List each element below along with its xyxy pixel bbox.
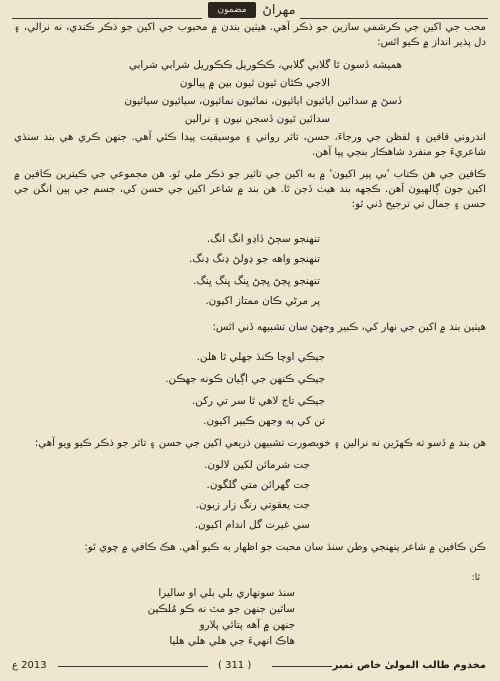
- page-footer: [0, 654, 500, 678]
- footer-rule-right: [272, 666, 332, 667]
- verse-line: جنهن ۾ آهه پتائي پلارو: [199, 619, 295, 631]
- verse-line: جت گهرائن متي گلگون.: [206, 479, 310, 491]
- magazine-logo: مهراڻ: [262, 3, 296, 18]
- verse-line: تنهنجو ڀڄڻ ڀڄڻ ڀنگ ڀنگ ڀنگ.: [193, 275, 320, 287]
- verse-line: جيڪي ڪنهن جي اڳيان ڪونه جهڪن.: [165, 373, 325, 385]
- verse-line: الاجي ڪٿان ٿيون ٿيون بين ۾ پيالون: [179, 77, 330, 89]
- verse-line: هاڪ انهيءَ جي هلي هلي هليا: [169, 635, 295, 647]
- page-number: ( 311 ): [218, 660, 252, 671]
- verse-line: ساٿين جنهن جو مٽ نه ڪو مُلڪين: [147, 603, 295, 615]
- footer-year: 2013 ع: [12, 660, 47, 671]
- verse-line: هميشه ڏسون ٿا گلابي گلابي، ڪڪوريل ڪڪوريل شرابي شرابي: [128, 59, 402, 71]
- paragraph: ڪافين جي هن ڪتاب 'بي پير اکيون' ۾ به اکين جي تاثير جو ذڪر ملي ٿو. هن مجموعي جي ڪيترين ڪافين ۾ اکين جون ڳالهيون آهن. ڪجهه بند هيٺ ڏجن ٿا. هن بند ۾ شاعر اکين جي حسن کي، جسم جي ٻين انگن جي حسن ۽ جمال تي ترجيح ڏني ٿو:: [14, 169, 486, 210]
- paragraph: هيٺين بند ۾ اکين جي نهار کي، ڪبير وجهڻ سان تشبيهه ڏني اٿس:: [212, 322, 486, 333]
- paragraph: محب جي اکين جي ڪرشمي سازين جو ذڪر آهي. هيٺين بندن ۾ محبوب جي اکين جو ذڪر ڪندي، نه نرالي، ۽ دل پذير انداز ۾ ڪيو اٿس:: [14, 22, 486, 48]
- verse-line: جت شرمائن لکين لالون.: [204, 459, 310, 471]
- verse-line: ڏسڻ ۾ سدائين ايائيون ايائيون، نمائيون نمائيون، سيائيون سيائيون: [124, 95, 402, 107]
- verse-line: پر مرڻي ڪان ممتاز اکيون.: [205, 295, 320, 307]
- footer-title: مخدوم طالب المولىٰ خاص نمبر: [332, 660, 486, 671]
- verse-line: تنهنجو سڄڻ ڏاڍو انگ انگ.: [206, 233, 320, 245]
- header-rule-right: [300, 18, 488, 19]
- note-label: ٿا:: [471, 573, 480, 583]
- paragraph: هن بند ۾ ڏسو ته ڪهڙين نه نرالين ۽ خوبصورت تشبيهن ذريعي اکين جي حسن ۽ تاثر جو ذڪر ڪيو ويو آهي:: [34, 438, 486, 449]
- verse-line: سنڌ سونهاري بلي بلي او ساليرا: [158, 587, 295, 599]
- paragraph: اندروني قافين ۽ لفظن جي ورجاءَ، حسن، تاثر رواني ۽ موسيقيت پيدا ڪئي آهي. جنهن ڪري هي بند سنڌي شاعريءَ جو منفرد شاهڪار بنجي پيا آهن.: [14, 132, 486, 158]
- footer-rule-left: [58, 666, 208, 667]
- verse-line: سدائين ٿيون ڏسجن نيون ۽ نرالين: [184, 113, 330, 125]
- section-label: مضمون: [208, 2, 256, 18]
- paragraph: ڪن ڪافين ۾ شاعر پنهنجي وطن سنڌ سان محبت جو اظهار به ڪيو آهي. هڪ ڪافي ۾ چوي ٿو:: [84, 542, 486, 553]
- verse-line: جيڪي اوچا ڪنڌ جهلي ٿا هلن.: [196, 351, 325, 363]
- header-rule-left: [12, 18, 202, 19]
- verse-line: جت يعقوتي رنگ زار زبون.: [195, 499, 310, 511]
- verse-line: تنهنجو واهه جو ڍولڻ ڍنگ ڍنگ.: [189, 253, 320, 265]
- verse-line: جيڪي تاج لاهي ٿا سر تي رکن.: [191, 395, 325, 407]
- verse-line: تن کي ٻه وجهن ڪبير اکيون.: [203, 415, 325, 427]
- verse-line: سي غيرت گل اندام اکيون.: [194, 519, 310, 531]
